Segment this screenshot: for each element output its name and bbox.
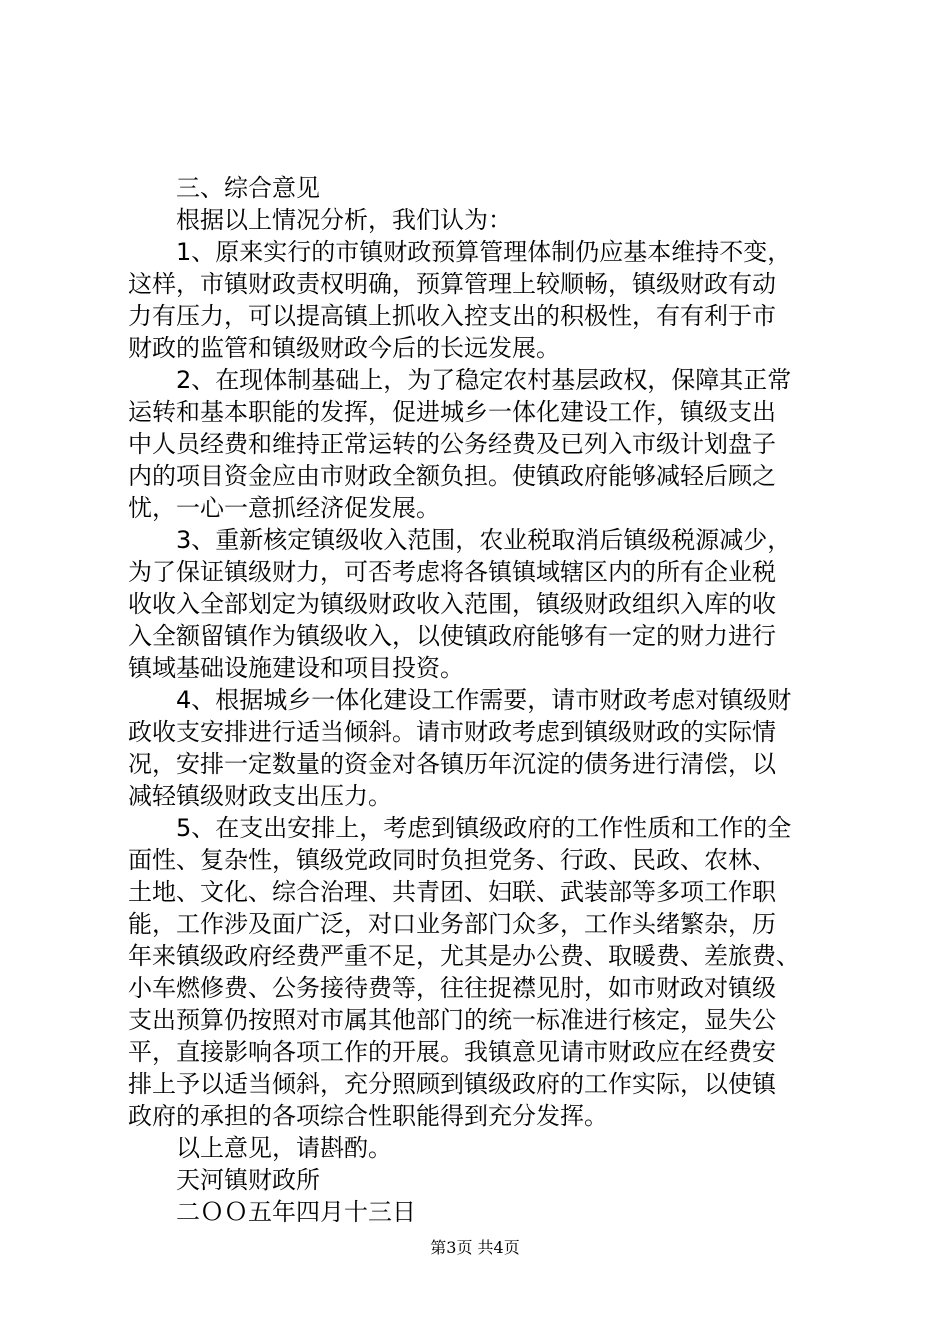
text-segment: 内的项目资金应由市财政全额负担。 [128,462,512,490]
text-line [128,332,832,364]
text-line [128,300,832,332]
text-line [128,780,832,812]
text-line [128,1132,832,1164]
text-line [128,716,832,748]
text-segment: 这样，市镇财政责权明确，预算管理上较顺畅，镇级财政有动 [128,270,776,298]
text-line [128,620,832,652]
text-segment: 运转和基本职能的发挥，促进城乡一体化建设工作，镇级支出 [128,398,776,426]
text-segment-light: 我镇意见请市财政应在经费安 [464,1038,776,1066]
text-line [128,428,832,460]
text-line [128,1036,832,1068]
document-body [128,172,832,1228]
text-line [128,364,832,396]
text-line [128,396,832,428]
text-segment: 3、重新核定镇级收入范围，农业税取消后镇级税源减少， [176,526,792,554]
text-line [128,844,832,876]
text-segment: 镇域基础设施建设和项目投资。 [128,654,464,682]
text-line [128,236,832,268]
text-line [128,556,832,588]
text-segment: 小车燃修费、公务接待费等，往往捉襟见肘，如市财政对镇级 [128,974,776,1002]
text-line [128,268,832,300]
text-segment: 支出预算仍按照对市属其他部门的统一标准进行核定，显失公 [128,1006,776,1034]
text-line [128,524,832,556]
text-segment: 1、原来实行的市镇财政预算管理体制仍应基本维持不变， [176,238,792,266]
text-segment-light: 忧，一心一意抓经济促发展。 [128,494,440,522]
text-line [128,908,832,940]
text-segment-light: 况，安排一定数量的资金对各镇历年沉淀的债务进行清偿，以 [128,750,776,778]
text-segment: 力有压力，可以提高镇上抓收入控支出的积极性，有有利于市 [128,302,776,330]
text-line [128,876,832,908]
text-segment-light: 减轻镇级财政支出压力。 [128,782,392,810]
text-segment: 政收支安排进行适当倾斜。 [128,718,416,746]
text-line [128,1100,832,1132]
page-footer: 第3页 共4页 [430,1238,520,1257]
text-segment: 土地、文化、综合治理、共青团、妇联、武装部等多项工作职 [128,878,776,906]
text-segment: 根据以上情况分析，我们认为： [176,206,512,234]
text-segment: 为了保证镇级财力，可否考虑将各镇镇域辖区内的所有企业税 [128,558,776,586]
text-segment-light: 天河镇财政所 [176,1166,320,1194]
text-line [128,1164,832,1196]
text-segment-light: 政府的承担的各项综合性职能得到充分发挥。 [128,1102,608,1130]
text-segment: 5、在支出安排上，考虑到镇级政府的工作性质和工作的全 [176,814,792,842]
text-segment: 面性、复杂性，镇级党政同时负担党务、行政、民政、农林、 [128,846,776,874]
text-segment-light: 使镇政府能够减轻后顾之 [512,462,776,490]
text-segment-light: 请市财政考虑到镇级财政的实际情 [416,718,776,746]
text-segment: 收收入全部划定为镇级财政收入范围，镇级财政组织入库的收 [128,590,776,618]
text-line [128,972,832,1004]
text-segment: 财政的监管和镇级财政今后的长远发展。 [128,334,560,362]
text-line [128,1196,832,1228]
text-line [128,684,832,716]
text-segment: 中人员经费和维持正常运转的公务经费及已列入市级计划盘子 [128,430,776,458]
text-line [128,492,832,524]
text-line [128,1004,832,1036]
text-line [128,588,832,620]
text-line [128,204,832,236]
text-line [128,460,832,492]
text-segment-light: 排上予以适当倾斜，充分照顾到镇级政府的工作实际，以使镇 [128,1070,776,1098]
text-line [128,812,832,844]
text-segment-light: 以上意见，请斟酌。 [176,1134,392,1162]
text-segment: 入全额留镇作为镇级收入，以使镇政府能够有一定的财力进行 [128,622,776,650]
text-segment-light: 二ＯＯ五年四月十三日 [176,1198,416,1226]
text-line [128,172,832,204]
text-segment: 三、综合意见 [176,174,320,202]
text-segment: 平，直接影响各项工作的开展。 [128,1038,464,1066]
text-segment: 能，工作涉及面广泛，对口业务部门众多，工作头绪繁杂，历 [128,910,776,938]
text-line [128,748,832,780]
text-line [128,1068,832,1100]
text-line [128,940,832,972]
text-segment: 年来镇级政府经费严重不足，尤其是办公费、取暖费、差旅费、 [128,942,800,970]
text-segment: 4、根据城乡一体化建设工作需要，请市财政考虑对镇级财 [176,686,792,714]
text-segment: 2、在现体制基础上，为了稳定农村基层政权，保障其正常 [176,366,792,394]
text-line [128,652,832,684]
